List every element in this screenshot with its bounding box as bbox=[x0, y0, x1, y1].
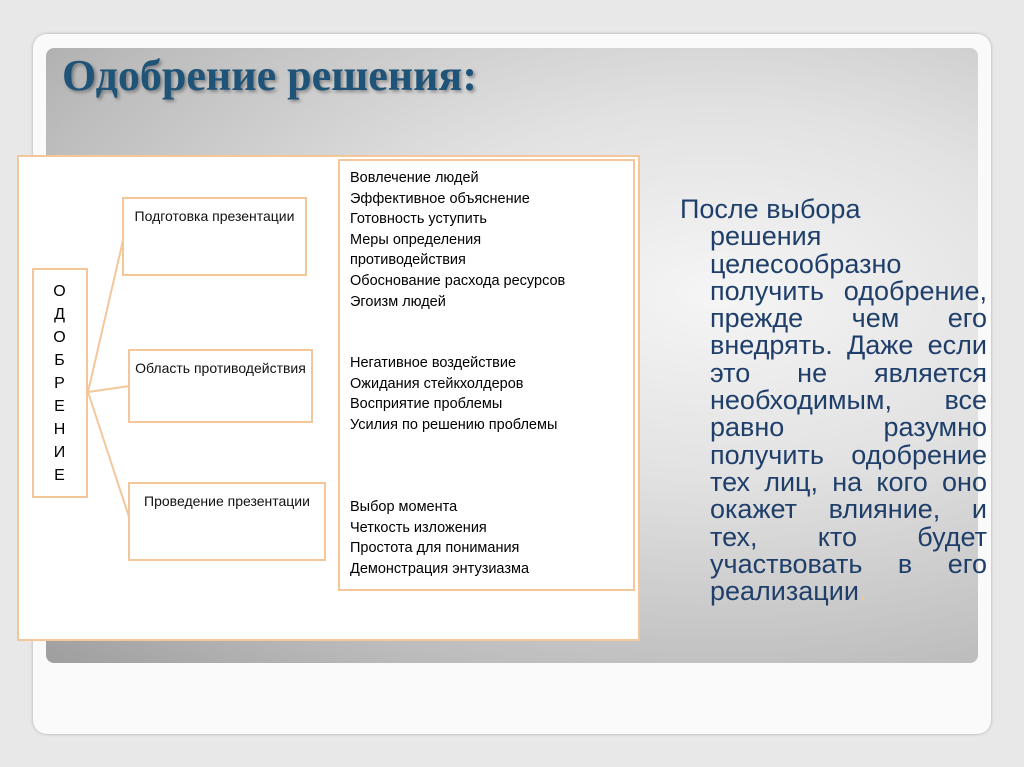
body-first-line: После выбора bbox=[680, 194, 861, 224]
body-end-mark: . bbox=[858, 576, 867, 607]
list-item: Простота для понимания bbox=[350, 540, 520, 557]
list-item: Готовность уступить bbox=[350, 211, 487, 228]
connector-line-1 bbox=[88, 236, 124, 392]
list-item: Вовлечение людей bbox=[350, 170, 479, 186]
body-rest: решения целесообразно получить одобрение, прежде чем его внедрять. Даже если это не является необходимым, все равно разумно получить одобрение тех лиц, на кого оно окажет влияние, и тех, кто будет участвовать в его реализации bbox=[710, 221, 987, 607]
list-item: Восприятие проблемы bbox=[350, 396, 503, 413]
node-preparation bbox=[122, 197, 307, 276]
list-item: Четкость изложения bbox=[350, 519, 487, 536]
node-opposition bbox=[128, 349, 313, 423]
root-node-label: ОДОБРЕНИЕ bbox=[53, 282, 67, 484]
list-item: Ожидания стейкхолдеров bbox=[350, 375, 524, 392]
connector-line-3 bbox=[88, 392, 130, 520]
list-item: Негативное воздействие bbox=[350, 355, 517, 371]
connector-line-2 bbox=[88, 386, 130, 392]
node-label: Подготовка презентации bbox=[134, 208, 295, 224]
list-item: Демонстрация энтузиазма bbox=[350, 560, 530, 577]
list-item: Меры определения противодействия bbox=[350, 231, 482, 269]
node-label: Проведение презентации bbox=[144, 493, 310, 509]
slide-title: Одобрение решения: bbox=[62, 51, 477, 100]
list-item: Эгоизм людей bbox=[350, 293, 446, 310]
list-item: Выбор момента bbox=[350, 499, 458, 515]
list-item: Усилия по решению проблемы bbox=[350, 416, 558, 433]
root-node-box bbox=[32, 268, 88, 498]
node-label: Область противодействия bbox=[135, 360, 306, 376]
details-list-presentation bbox=[350, 497, 529, 579]
list-item: Обоснование расхода ресурсов bbox=[350, 272, 566, 289]
body-paragraph bbox=[680, 196, 987, 605]
details-list-preparation bbox=[350, 168, 565, 312]
node-presentation bbox=[128, 482, 326, 561]
details-list-opposition bbox=[350, 353, 557, 435]
list-item: Эффективное объяснение bbox=[350, 190, 530, 207]
